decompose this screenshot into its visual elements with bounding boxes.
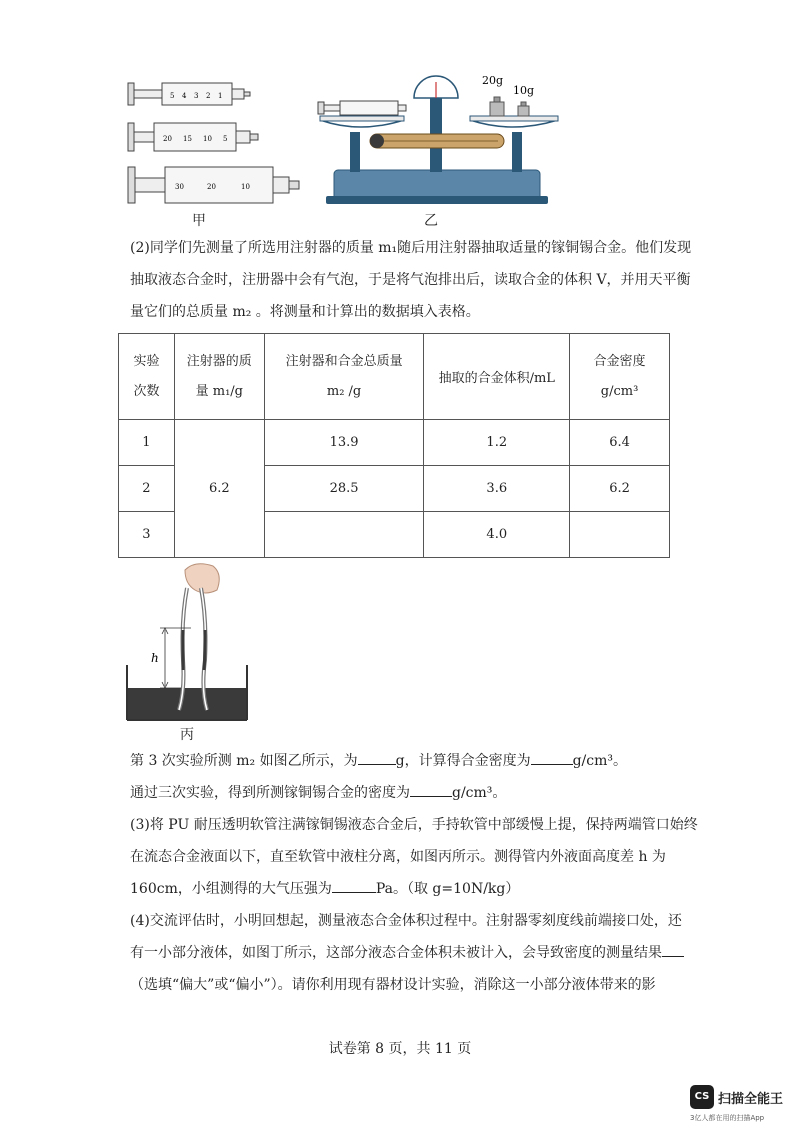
- cell-trial: 2: [119, 466, 175, 512]
- cell-density: 6.2: [570, 466, 670, 512]
- question-m2-mid: g，计算得合金密度为: [395, 753, 531, 769]
- question-m2-line: [130, 745, 690, 777]
- question-3-line-2: 在流态合金液面以下，直至软管中液柱分离，如图丙所示。测得管内外液面高度差 h 为: [130, 849, 666, 865]
- figure-bing-label: 丙: [180, 727, 194, 743]
- answer-blank-avg-density[interactable]: [410, 782, 452, 797]
- cell-density: 6.4: [570, 420, 670, 466]
- syringe-large-tick-2: 10: [241, 183, 250, 191]
- figure-bing-tube: [125, 560, 255, 725]
- header-syringe-mass-line-2: 量 m₁/g: [195, 383, 243, 399]
- question-avg-density-line: [130, 777, 690, 809]
- cell-volume: 3.6: [424, 466, 570, 512]
- weight-10g-label: 10g: [513, 84, 535, 97]
- syringe-large: [128, 167, 299, 203]
- syringe-medium: [128, 123, 258, 151]
- header-total-mass: [264, 334, 424, 420]
- syringe-medium-tick-3: 5: [223, 135, 228, 143]
- figure-jia-label: 甲: [192, 213, 206, 229]
- header-density-line-2: g/cm³: [600, 383, 639, 399]
- syringe-small-tick-1: 4: [182, 92, 187, 100]
- page-footer: 试卷第 8 页，共 11 页: [328, 1041, 472, 1057]
- question-4-line-2: [130, 937, 690, 969]
- cell-volume: 4.0: [424, 512, 570, 558]
- header-total-mass-line-2: m₂ /g: [326, 383, 362, 399]
- question-3-line-3: [130, 873, 690, 905]
- syringe-large-tick-0: 30: [175, 183, 184, 191]
- syringe-small-tick-2: 3: [194, 92, 199, 100]
- question-2-line-1: (2)同学们先测量了所选用注射器的质量 m₁随后用注射器抽取适量的镓铜锡合金。他们发现: [130, 240, 692, 256]
- figure-jia-syringes: [125, 75, 305, 210]
- question-avg-density-prefix: 通过三次实验，得到所测镓铜锡合金的密度为: [130, 785, 410, 801]
- question-3-text: [130, 809, 698, 905]
- question-2-line-2: 抽取液态合金时，注册器中会有气泡，于是将气泡排出后，读取合金的体积 V，并用天平衡: [130, 272, 691, 288]
- camscanner-watermark: [690, 1085, 795, 1125]
- question-4-line-3: （选填“偏大”或“偏小”）。请你利用现有器材设计实验，消除这一小部分液体带来的影: [130, 977, 656, 993]
- question-4-text: [130, 905, 690, 1001]
- question-fill-lines: [130, 745, 690, 809]
- cell-total-mass: 13.9: [264, 420, 424, 466]
- cell-volume: 1.2: [424, 420, 570, 466]
- header-syringe-mass: [174, 334, 264, 420]
- syringe-small: [128, 83, 250, 105]
- question-m2-prefix: 第 3 次实验所测 m₂ 如图乙所示，为: [130, 753, 358, 769]
- header-syringe-mass-line-1: 注射器的质: [186, 353, 252, 369]
- answer-blank-density-3[interactable]: [531, 750, 573, 765]
- question-4-line-1: (4)交流评估时，小明回想起，测量液态合金体积过程中。注射器零刻度线前端接口处，还: [130, 913, 682, 929]
- cell-total-mass: 28.5: [264, 466, 424, 512]
- header-trial-line-2: 次数: [133, 383, 160, 399]
- question-m2-suffix: g/cm³。: [572, 753, 627, 769]
- question-4-line-2-text: 有一小部分液体，如图丁所示，这部分液态合金体积未被计入，会导致密度的测量结果: [130, 945, 662, 961]
- question-3-line-3-prefix: 160cm，小组测得的大气压强为: [130, 881, 332, 897]
- answer-blank-m2[interactable]: [358, 750, 396, 765]
- header-density: [570, 334, 670, 420]
- data-table: [118, 333, 670, 558]
- camscanner-name: 扫描全能王: [718, 1092, 784, 1107]
- syringe-small-tick-4: 1: [218, 92, 223, 100]
- header-trial: [119, 334, 175, 420]
- table-row: [119, 420, 670, 466]
- answer-blank-bias[interactable]: [662, 942, 684, 957]
- question-3-line-3-suffix: Pa。（取 g=10N/kg）: [375, 881, 520, 897]
- cell-trial: 1: [119, 420, 175, 466]
- syringe-medium-tick-1: 15: [183, 135, 192, 143]
- question-3-line-1: (3)将 PU 耐压透明软管注满镓铜锡液态合金后，手持软管中部缓慢上提，保持两端管口始终: [130, 817, 698, 833]
- figure-yi-balance: [312, 70, 572, 210]
- question-2-line-3: 量它们的总质量 m₂ 。将测量和计算出的数据填入表格。: [130, 304, 480, 320]
- syringe-large-tick-1: 20: [207, 183, 216, 191]
- height-h-label: h: [151, 651, 159, 665]
- header-volume: 抽取的合金体积/mL: [424, 334, 570, 420]
- answer-blank-pressure[interactable]: [332, 878, 376, 893]
- question-2-text: [130, 232, 690, 328]
- cell-trial: 3: [119, 512, 175, 558]
- question-avg-density-suffix: g/cm³。: [452, 785, 507, 801]
- cell-density: [570, 512, 670, 558]
- header-trial-line-1: 实验: [133, 353, 160, 369]
- cell-syringe-mass: 6.2: [174, 420, 264, 558]
- syringe-medium-tick-0: 20: [163, 135, 172, 143]
- cell-total-mass: [264, 512, 424, 558]
- header-total-mass-line-1: 注射器和合金总质量: [285, 353, 403, 369]
- figure-yi-label: 乙: [424, 213, 438, 229]
- weight-20g-label: 20g: [482, 74, 504, 87]
- syringe-small-tick-0: 5: [170, 92, 175, 100]
- syringe-medium-tick-2: 10: [203, 135, 212, 143]
- camscanner-tagline: 3亿人都在用的扫描App: [690, 1114, 765, 1122]
- syringe-small-tick-3: 2: [206, 92, 211, 100]
- header-density-line-1: 合金密度: [593, 353, 646, 369]
- camscanner-logo-icon: CS: [690, 1085, 714, 1109]
- table-header-row: [119, 334, 670, 420]
